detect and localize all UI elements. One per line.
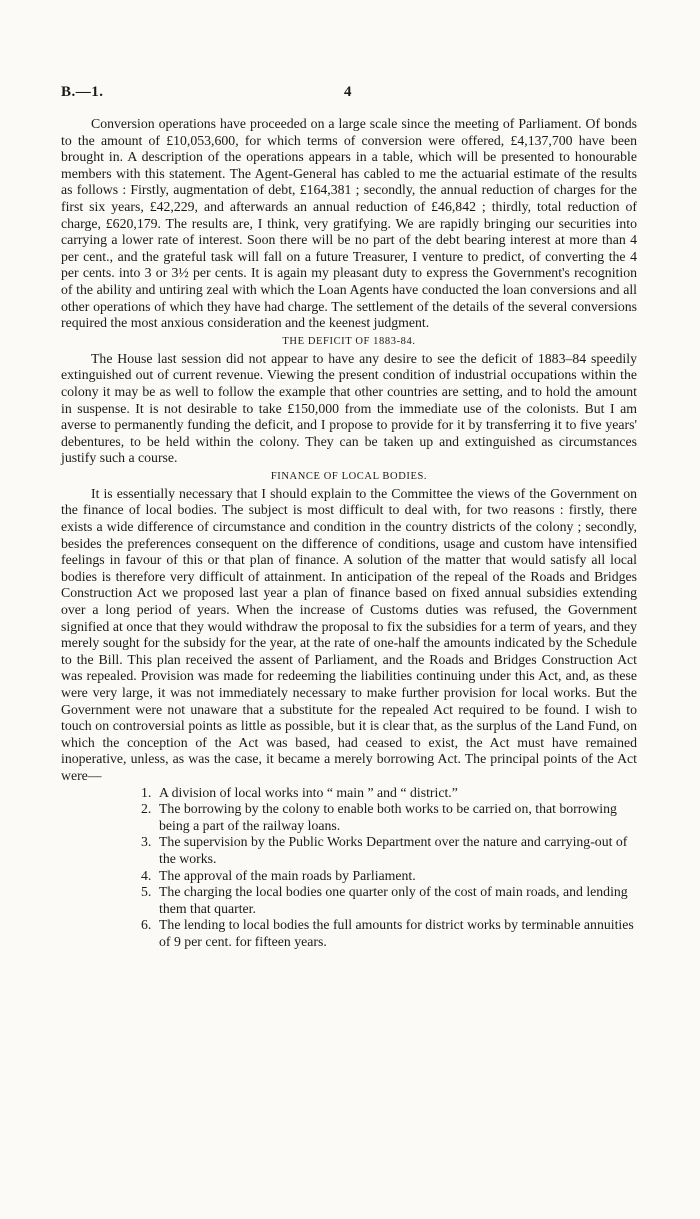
paragraph-conversion-operations: Conversion operations have proceeded on a large scale since the meeting of Parliament. Of bonds to the amount of £10,053,600, for which terms of conversion were offered, £4,137,700 have been brought in. A description of the operations appears in a table, which will be presented to honourable members with this statement. The Agent-General has cabled to me the actuarial estimate of the results as follows : Firstly, augmentation of debt, £164,381 ; secondly, the annual reduction of charges for the first six years, £42,229, and afterwards an annual reduction of £46,842 ; thirdly, total reduction of charge, £620,179. The results are, I think, very gratifying. We are rapidly bringing our securities into carrying a lower rate of interest. Soon there will be no part of the debt bearing interest at more than 4 per cent., and the grateful task will fall on a future Treasurer, I venture to predict, of converting the 4 per cents. into 3 or 3½ per cents. It is again my pleasant duty to express the Government's recognition of the ability and untiring zeal with which the Loan Agents have conducted the loan conversions and all other operations of which they have had charge. The settlement of the details of the several conversions required the most anxious consideration and the keenest judgment. [61,116,637,331]
list-item-text: The supervision by the Public Works Department over the nature and carrying-out of the works. [159,834,628,866]
list-item [123,868,637,885]
list-item-number: 1. [141,784,152,800]
list-item-number: 2. [141,801,152,817]
list-item [123,917,637,950]
list-item-text: The approval of the main roads by Parliament. [159,867,416,883]
list-item-text: A division of local works into “ main ” and “ district.” [159,784,458,800]
list-item-number: 5. [141,884,152,900]
page-number: 4 [344,84,352,100]
list-item-number: 4. [141,867,152,883]
list-item-text: The borrowing by the colony to enable both works to be carried on, that borrowing being a part of the railway loans. [159,801,617,833]
list-item [123,801,637,834]
paragraph-local-bodies: It is essentially necessary that I should explain to the Committee the views of the Government on the finance of local bodies. The subject is most difficult to deal with, for two reasons : firstly, there exists a wide difference of circumstance and condition in the country districts of the colony ; secondly, besides the preferences consequent on the difference of conditions, usage and custom have intensified feelings in favour of this or that plan of finance. A solution of the matter that would satisfy all local bodies is therefore very difficult of attainment. In anticipation of the repeal of the Roads and Bridges Construction Act we proposed last year a plan of finance based on fixed annual subsidies extending over a long period of years. When the increase of Customs duties was refused, the Government signified at once that they would withdraw the proposal to fix the subsidies for a term of years, and they merely sought for the subsidy for the year, at the rate of one-half the amounts indicated by the Schedule to the Bill. This plan received the assent of Parliament, and the Roads and Bridges Construction Act was repealed. Provision was made for redeeming the liabilities continuing under this Act, and, as these were very large, it was not immediately necessary to make further provision for local works. But the Government were not unaware that a substitute for the repealed Act required to be found. I wish to touch on controversial points as little as possible, but it is clear that, as the surplus of the Land Fund, on which the conception of the Act was based, had ceased to exist, the Act must have remained inoperative, unless, as was the case, it became a merely borrowing Act. The principal points of the Act were— [61,485,637,783]
list-item [123,884,637,917]
document-reference: B.—1. [61,84,104,100]
list-item-text: The charging the local bodies one quarter only of the cost of main roads, and lending them that quarter. [159,884,628,916]
act-points-list [123,785,637,951]
section-heading-local-bodies: FINANCE OF LOCAL BODIES. [270,470,428,482]
section-heading-deficit: THE DEFICIT OF 1883-84. [282,335,416,347]
list-item [123,785,637,802]
paragraph-deficit: The House last session did not appear to have any desire to see the deficit of 1883–84 speedily extinguished out of current revenue. Viewing the present condition of industrial occupations within the colony it may be as well to follow the example that other countries are setting, and to hold the amount in suspense. It is not desirable to take £150,000 from the immediate use of the colonists. But I am averse to permanently funding the deficit, and I propose to provide for it by transferring it to five years' debentures, to be held within the colony. They can be taken up and extinguished as circumstances justify such a course. [61,350,637,466]
document-body [61,116,637,951]
list-item [123,834,637,867]
list-item-number: 3. [141,834,152,850]
list-item-text: The lending to local bodies the full amounts for district works by terminable annuities of 9 per cent. for fifteen years. [159,917,634,949]
list-item-number: 6. [141,917,152,933]
